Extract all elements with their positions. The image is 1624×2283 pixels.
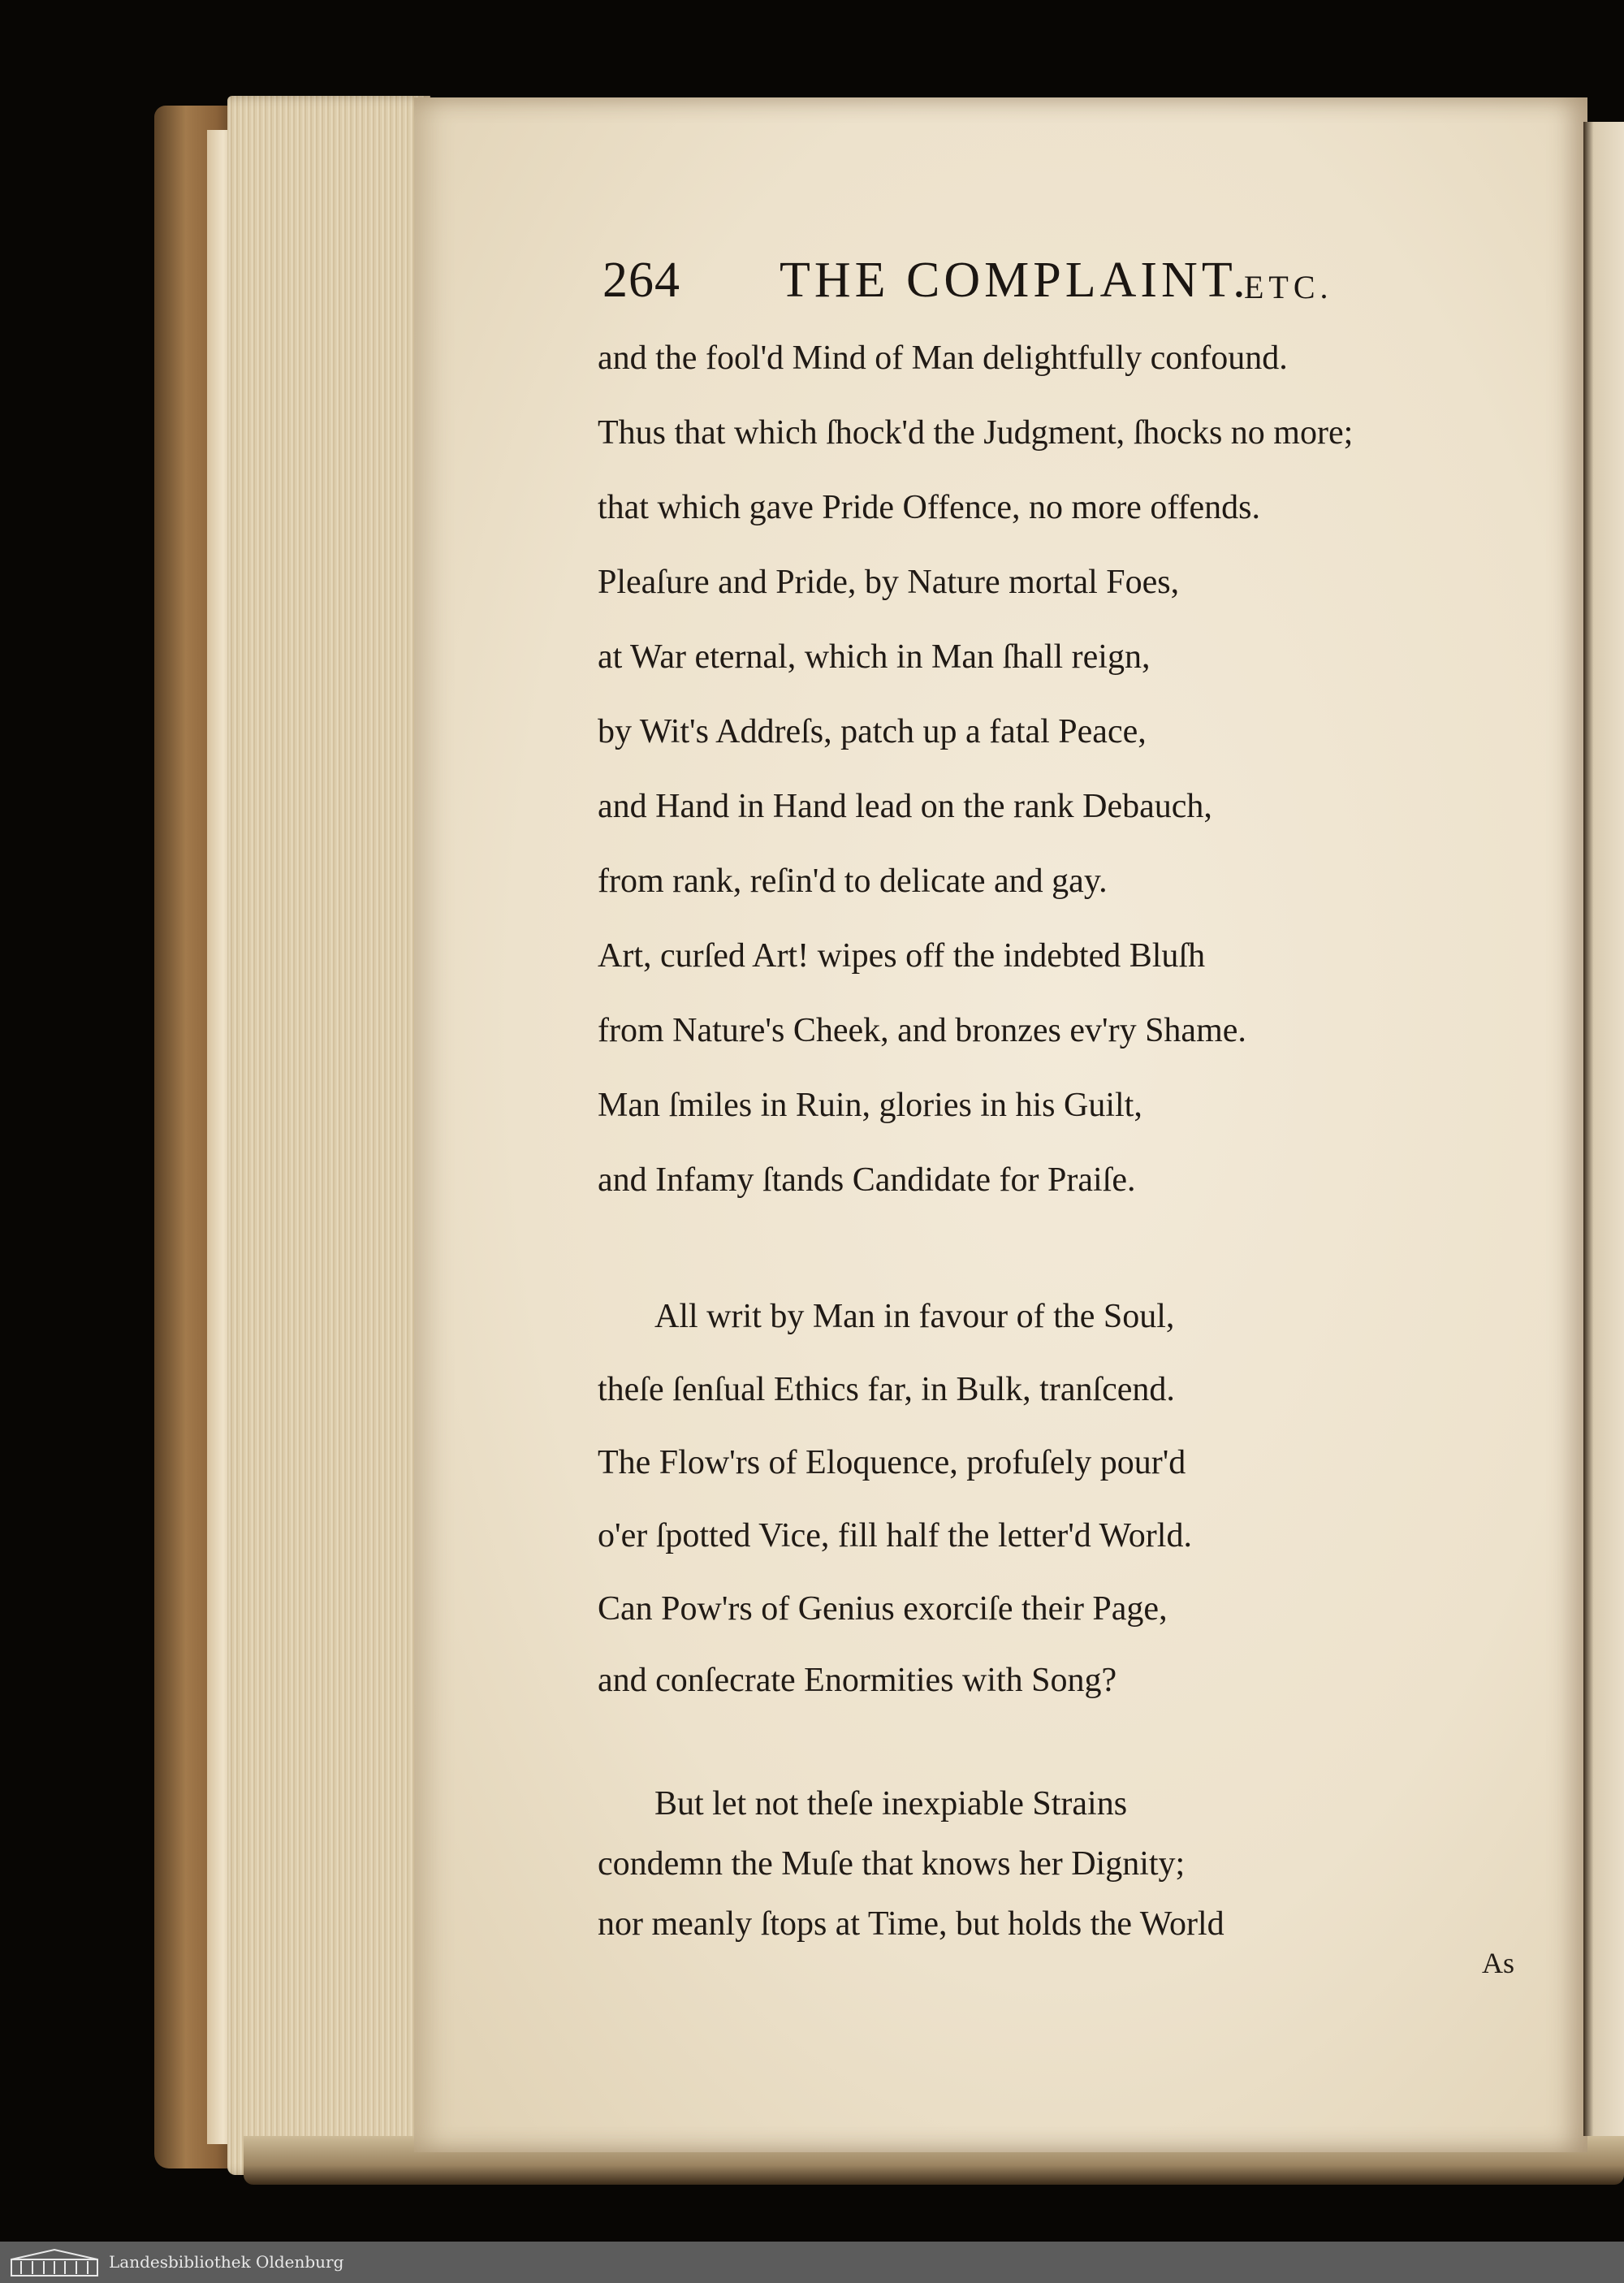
poem-line: at War eternal, which in Man ſhall reign,	[598, 638, 1151, 676]
poem-line: and Hand in Hand lead on the rank Debauch,	[598, 788, 1212, 825]
book-page	[414, 97, 1587, 2152]
poem-line: and Infamy ſtands Candidate for Praiſe.	[598, 1161, 1136, 1199]
facing-page	[1583, 122, 1624, 2136]
poem-line: and conſecrate Enormities with Song?	[598, 1662, 1117, 1699]
poem-line: Art, curſed Art! wipes off the indebted Bluſh	[598, 937, 1206, 975]
page-edges	[227, 96, 430, 2175]
page-number: 264	[603, 253, 680, 308]
poem-line: nor meanly ſtops at Time, but holds the World	[598, 1905, 1224, 1943]
poem-line: by Wit's Addreſs, patch up a fatal Peace,	[598, 713, 1147, 750]
poem-line: from rank, reſin'd to delicate and gay.	[598, 863, 1108, 900]
running-title-etc: ETC.	[1244, 269, 1333, 305]
poem-line: Thus that which ſhock'd the Judgment, ſhocks no more;	[598, 414, 1354, 452]
poem-line: from Nature's Cheek, and bronzes ev'ry Shame.	[598, 1012, 1246, 1049]
poem-line: Man ſmiles in Ruin, glories in his Guilt,	[598, 1087, 1142, 1124]
poem-line: Pleaſure and Pride, by Nature mortal Foes,	[598, 564, 1180, 601]
poem-line: theſe ſenſual Ethics far, in Bulk, tranſcend.	[598, 1371, 1175, 1408]
running-title: THE COMPLAINT.	[780, 253, 1250, 308]
poem-line: condemn the Muſe that knows her Dignity;	[598, 1845, 1186, 1883]
library-name[interactable]: Landesbibliothek Oldenburg	[109, 2252, 344, 2272]
poem-line: All writ by Man in favour of the Soul,	[654, 1298, 1175, 1335]
poem-line: o'er ſpotted Vice, fill half the letter'd World.	[598, 1517, 1192, 1554]
catchword: As	[1482, 1947, 1515, 1979]
poem-line: Can Pow'rs of Genius exorciſe their Page,	[598, 1590, 1168, 1628]
poem-line: that which gave Pride Offence, no more offends.	[598, 489, 1261, 526]
library-logo-icon	[10, 2248, 99, 2277]
poem-line: But let not theſe inexpiable Strains	[654, 1785, 1128, 1823]
viewer-footer	[0, 2242, 1624, 2283]
poem-line: The Flow'rs of Eloquence, profuſely pour'd	[598, 1444, 1186, 1481]
poem-line: and the fool'd Mind of Man delightfully confound.	[598, 339, 1288, 377]
page-header	[603, 244, 1374, 325]
